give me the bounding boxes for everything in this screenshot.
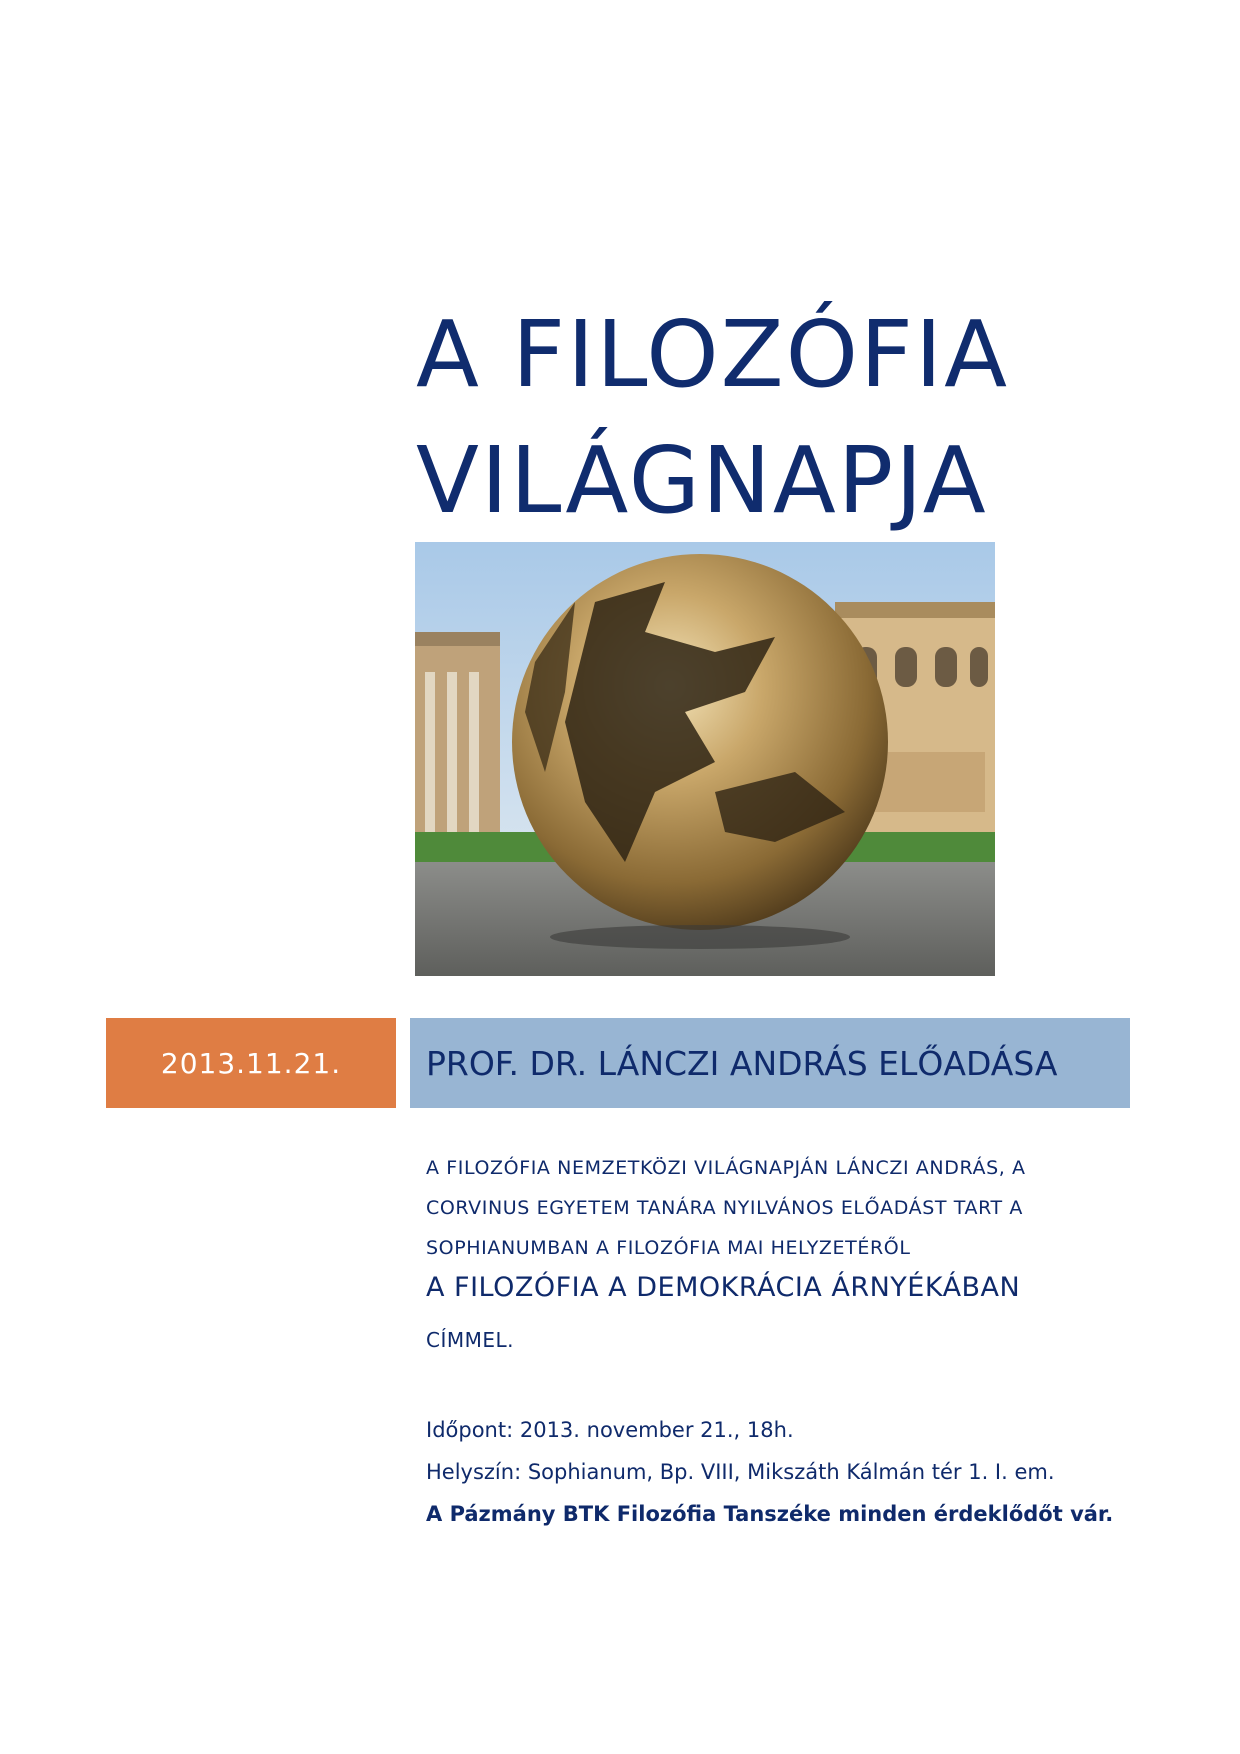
poster-title — [416, 292, 1176, 544]
description-line: A FILOZÓFIA NEMZETKÖZI VILÁGNAPJÁN LÁNCZI ANDRÁS, A — [426, 1157, 1026, 1179]
invitation-text: A Pázmány BTK Filozófia Tanszéke minden érdeklődőt vár. — [426, 1502, 1114, 1526]
lecture-title: A FILOZÓFIA A DEMOKRÁCIA ÁRNYÉKÁBAN — [426, 1272, 1021, 1303]
title-line-1: A FILOZÓFIA — [416, 301, 1010, 408]
event-description — [426, 1148, 1086, 1268]
event-place: Helyszín: Sophianum, Bp. VIII, Mikszáth Kálmán tér 1. I. em. — [426, 1460, 1055, 1484]
event-time: Időpont: 2013. november 21., 18h. — [426, 1418, 794, 1442]
description-line: CORVINUS EGYETEM TANÁRA NYILVÁNOS ELŐADÁST TART A — [426, 1197, 1023, 1219]
title-line-2: VILÁGNAPJA — [416, 427, 988, 534]
sphere-sculpture-photo — [415, 542, 995, 976]
lecture-title-suffix: CÍMMEL. — [426, 1328, 515, 1352]
speaker-band: PROF. DR. LÁNCZI ANDRÁS ELŐADÁSA — [410, 1018, 1130, 1108]
description-line: SOPHIANUMBAN A FILOZÓFIA MAI HELYZETÉRŐL — [426, 1237, 911, 1259]
date-band: 2013.11.21. — [106, 1018, 396, 1108]
